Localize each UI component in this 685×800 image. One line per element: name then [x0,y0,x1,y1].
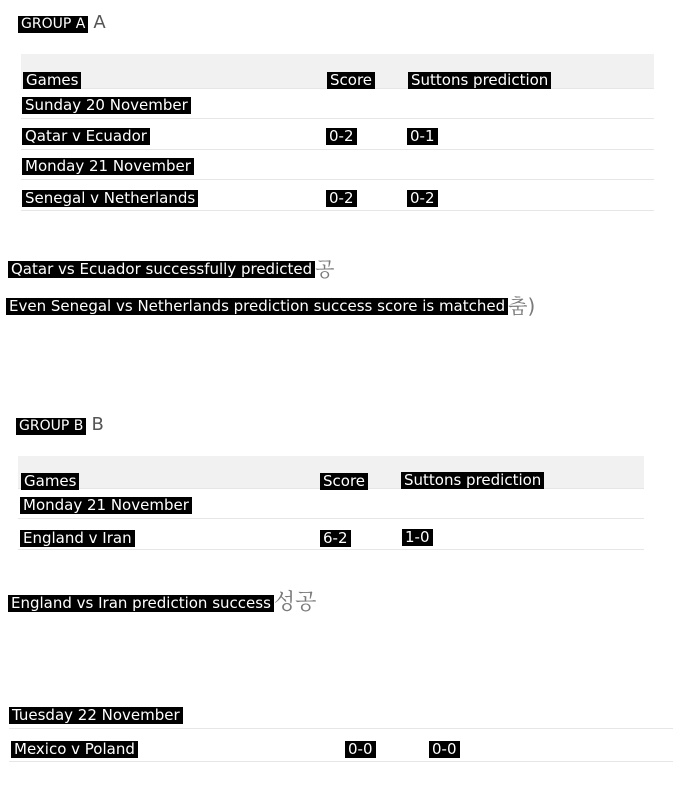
group-a-header-prediction: Suttons prediction [408,72,551,89]
group-a-date-1: Sunday 20 November [22,97,191,114]
group-b-header-games: Games [21,473,79,490]
note-text: Qatar vs Ecuador successfully predicted [8,261,315,278]
match-prediction: 0-2 [407,190,438,207]
group-a-header-score: Score [327,72,375,89]
table-row [0,741,685,759]
group-a-rule-4 [21,210,654,211]
match-score: 0-2 [326,190,357,207]
note-line [8,258,334,280]
match-prediction: 1-0 [402,529,433,546]
match-prediction: 0-0 [429,741,460,758]
group-a-title: GROUP A [18,16,88,33]
group-b-rule-4 [9,761,673,762]
note-text: Even Senegal vs Netherlands prediction success score is matched [6,298,508,315]
group-b-title-row [16,414,104,436]
group-a-title-row [18,12,106,34]
group-b-date-2: Tuesday 22 November [9,707,183,724]
group-a-rule-1 [21,118,654,119]
match-score: 0-2 [326,128,357,145]
note-text: England vs Iran prediction success [8,595,274,612]
group-b-date-1: Monday 21 November [20,497,192,514]
group-a-date-2: Monday 21 November [22,158,194,175]
group-b-title: GROUP B [16,418,86,435]
group-b-header-prediction: Suttons prediction [401,472,544,489]
match-name: England v Iran [20,530,135,547]
group-b-suffix: B [91,414,104,435]
note-line [6,295,535,317]
group-a-header-games: Games [23,72,81,89]
note-korean-tail: 성공 [273,590,317,615]
note-korean-tail: 공 [315,257,335,281]
group-a-rule-3 [21,179,654,180]
group-a-rule-2 [21,149,654,150]
group-b-rule-1 [18,518,644,519]
group-a-suffix: A [93,12,106,33]
match-score: 6-2 [320,530,351,547]
table-row [0,128,685,146]
note-line [8,592,316,614]
note-korean-tail: 춤) [508,294,536,318]
match-score: 0-0 [345,741,376,758]
table-row [0,190,685,208]
group-b-rule-2 [18,549,644,550]
match-name: Qatar v Ecuador [22,128,150,145]
group-b-rule-3 [9,728,673,729]
match-prediction: 0-1 [407,128,438,145]
match-name: Mexico v Poland [11,741,138,758]
table-row [0,530,685,548]
match-name: Senegal v Netherlands [22,190,198,207]
group-b-header-score: Score [320,473,368,490]
